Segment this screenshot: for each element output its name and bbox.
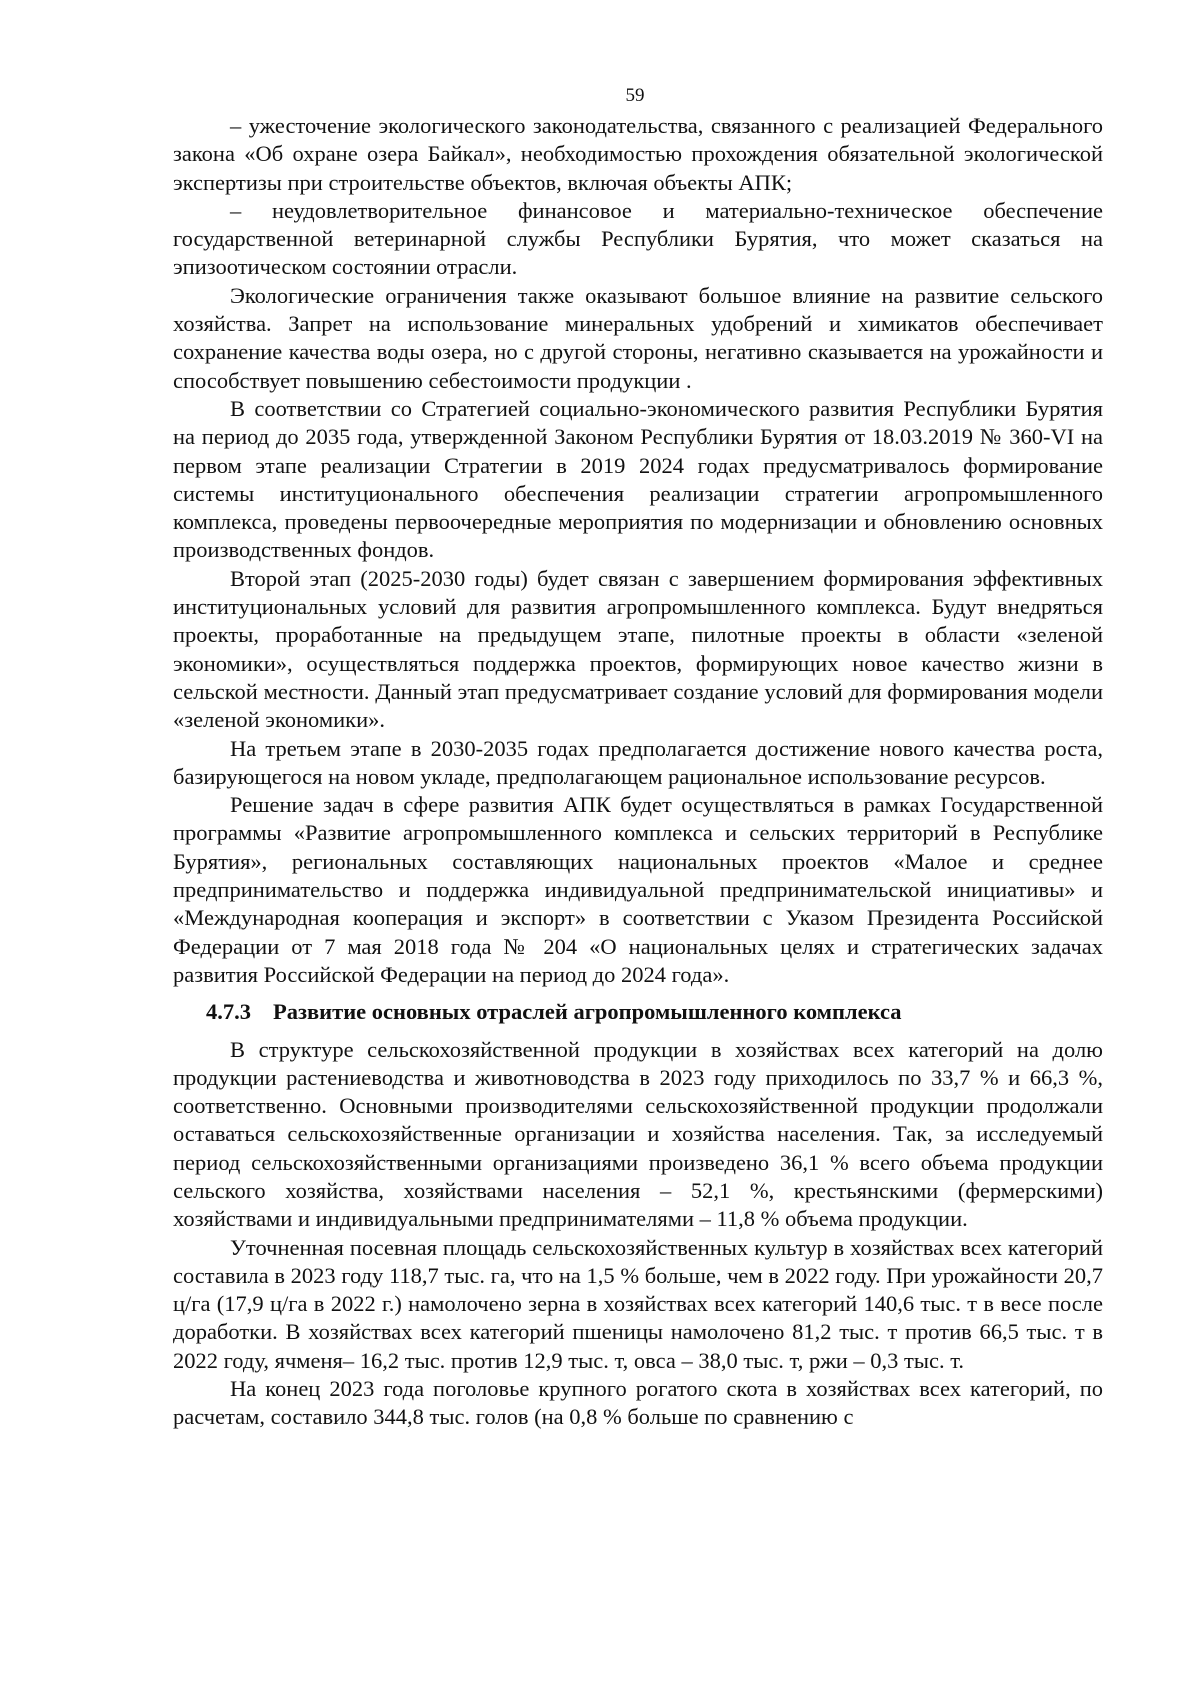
paragraph-sown-area: Уточненная посевная площадь сельскохозяйственных культур в хозяйствах всех категорий составила в 2023 году 118,7 тыс. га, что на 1,5 % больше, чем в 2022 году. При урожайности 20,7 ц/га (17,9 ц/га в 2022 г.) намолочено зерна в хозяйствах всех категорий 140,6 тыс. т в весе после доработки. В хозяйствах всех категорий пшеницы намолочено 81,2 тыс. т против 66,5 тыс. т в 2022 году, ячменя– 16,2 тыс. против 12,9 тыс. т, овса – 38,0 тыс. т, ржи – 0,3 тыс. т. xyxy=(173,1234,1103,1373)
paragraph-state-program: Решение задач в сфере развития АПК будет осуществляться в рамках Государственной программы «Развитие агропромышленного комплекса и сельских территорий в Республике Бурятия», региональных составляющих национальных проектов «Малое и среднее предпринимательство и поддержка индивидуальной предпринимательской инициативы» и «Международная кооперация и экспорт» в соответствии с Указом Президента Российской Федерации от 7 мая 2018 года № 204 «О национальных целях и стратегических задачах развития Российской Федерации на период до 2024 года». xyxy=(173,792,1103,987)
paragraph-second-stage: Второй этап (2025-2030 годы) будет связан с завершением формирования эффективных институциональных условий для развития агропромышленного комплекса. Будут внедряться проекты, проработанные на предыдущем этапе, пилотные проекты в области «зеленой экономики», осуществляться поддержка проектов, формирующих новое качество жизни в сельской местности. Данный этап предусматривает создание условий для формирования модели «зеленой экономики». xyxy=(173,565,1103,733)
page-body xyxy=(173,112,1103,1432)
section-title: Развитие основных отраслей агропромышленного комплекса xyxy=(273,999,902,1025)
paragraph-cattle-livestock: На конец 2023 года поголовье крупного рогатого скота в хозяйствах всех категорий, по расчетам, составило 344,8 тыс. голов (на 0,8 % больше по сравнению с xyxy=(173,1376,1103,1430)
paragraph-third-stage: На третьем этапе в 2030-2035 годах предполагается достижение нового качества роста, базирующегося на новом укладе, предполагающем рациональное использование ресурсов. xyxy=(173,735,1103,789)
paragraph-veterinary-service: – неудовлетворительное финансовое и материально-техническое обеспечение государственной ветеринарной службы Республики Бурятия, что может сказаться на эпизоотическом состоянии отрасли. xyxy=(173,197,1103,280)
page-number: 59 xyxy=(625,85,645,106)
paragraph-ecology-legislation: – ужесточение экологического законодательства, связанного с реализацией Федерального закона «Об охране озера Байкал», необходимостью прохождения обязательной экологической экспертизы при строительстве объектов, включая объекты АПК; xyxy=(173,113,1103,195)
section-heading xyxy=(173,998,1103,1026)
section-number: 4.7.3 xyxy=(206,999,251,1025)
paragraph-ecological-restrictions: Экологические ограничения также оказывают большое влияние на развитие сельского хозяйства. Запрет на использование минеральных удобрений и химикатов обеспечивает сохранение качества воды озера, но с другой стороны, негативно сказывается на урожайности и способствует повышению себестоимости продукции . xyxy=(173,282,1103,393)
paragraph-strategy-first-stage: В соответствии со Стратегией социально-экономического развития Республики Бурятия на период до 2035 года, утвержденной Законом Республики Бурятия от 18.03.2019 № 360-VI на первом этапе реализации Стратегии в 2019 2024 годах предусматривалось формирование системы институционального обеспечения реализации стратегии агропромышленного комплекса, проведены первоочередные мероприятия по модернизации и обновлению основных производственных фондов. xyxy=(173,395,1103,563)
paragraph-production-structure: В структуре сельскохозяйственной продукции в хозяйствах всех категорий на долю продукции растениеводства и животноводства в 2023 году приходилось по 33,7 % и 66,3 %, соответственно. Основными производителями сельскохозяйственной продукции продолжали оставаться сельскохозяйственные организации и хозяйства населения. Так, за исследуемый период сельскохозяйственными организациями произведено 36,1 % всего объема продукции сельского хозяйства, хозяйствами населения – 52,1 %, крестьянскими (фермерскими) хозяйствами и индивидуальными предпринимателями – 11,8 % объема продукции. xyxy=(173,1036,1103,1232)
